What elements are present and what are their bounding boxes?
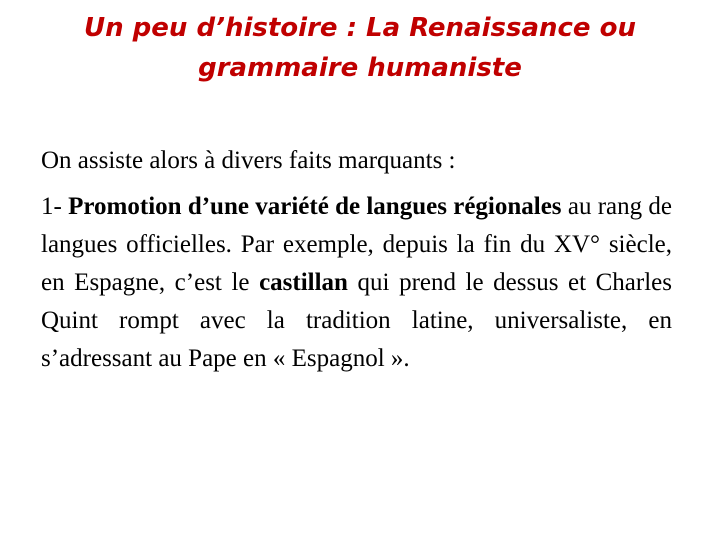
- bold-word-castillan: castillan: [259, 269, 348, 296]
- bold-phrase-promotion: Promotion d’une variété de langues régionales: [68, 193, 562, 220]
- intro-text: On assiste alors à divers faits marquants :: [41, 147, 456, 174]
- slide-title: [40, 8, 680, 88]
- list-item-1: [41, 188, 672, 378]
- item-number: 1-: [41, 193, 62, 220]
- item-text-part-2: qui prend le dessus et Charles Quint rompt avec la tradition latine, universaliste, en s’adressant au Pape en « Espagnol ».: [41, 269, 672, 372]
- slide-title-line-2: grammaire humaniste: [198, 53, 522, 83]
- item-text-part-1: au rang de langues officielles. Par exemple, depuis la fin du XV° siècle, en Espagne, c’est le: [41, 193, 673, 296]
- slide-title-line-1: Un peu d’histoire : La Renaissance ou: [84, 13, 636, 43]
- slide-body: [41, 142, 672, 378]
